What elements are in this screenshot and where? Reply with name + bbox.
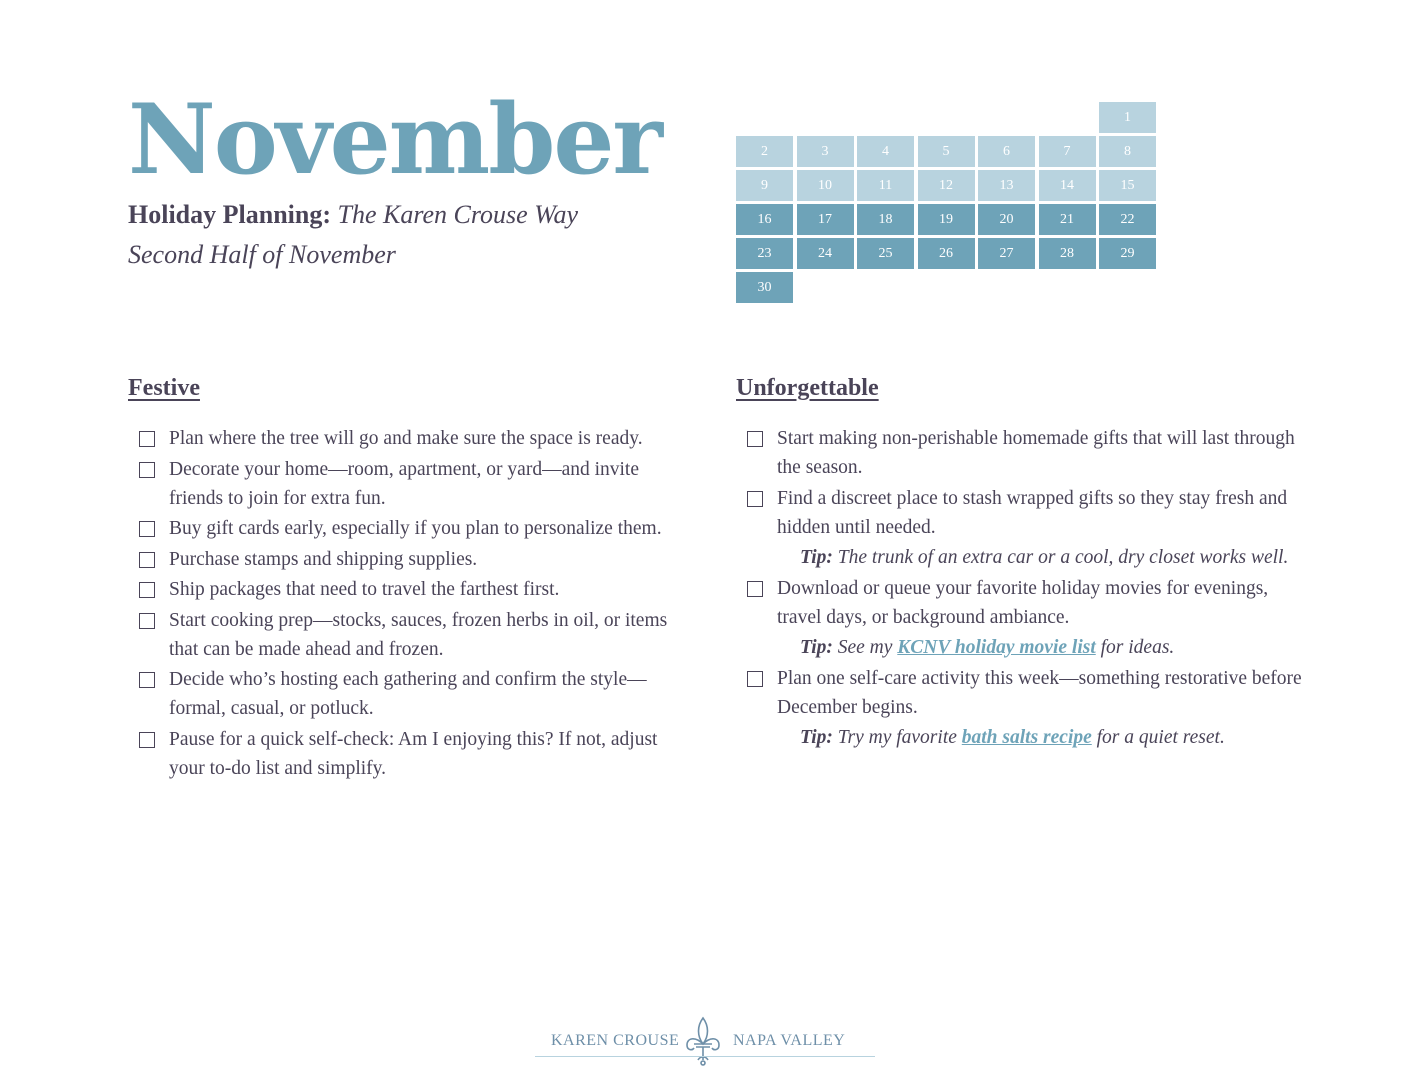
checklist-item[interactable] [136,575,676,604]
item-text: Pause for a quick self-check: Am I enjoying this? If not, adjust your to-do list and simplify. [169,728,658,779]
footer-brand-left: KAREN CROUSE [551,1032,680,1049]
item-text: Start making non-perishable homemade gifts that will last through the season. [777,428,1295,478]
item-text: Decorate your home—room, apartment, or yard—and invite friends to join for extra fun. [169,458,640,509]
calendar-day: 17 [797,204,854,235]
tip-note [744,543,1304,572]
footer-brand-right: NAPA VALLEY [733,1032,846,1049]
tip-text: Try my favorite [832,727,962,748]
checkbox[interactable] [139,732,155,748]
calendar-day: 8 [1099,136,1156,167]
item-text: Decide who’s hosting each gathering and confirm the style—formal, casual, or potluck. [169,669,647,719]
checklist-item[interactable] [136,514,676,543]
checklist-item[interactable] [136,455,676,513]
calendar-day: 23 [736,238,793,269]
item-text: Ship packages that need to travel the farthest first. [169,579,560,600]
checkbox[interactable] [747,431,763,447]
calendar-day: 24 [797,238,854,269]
calendar-day: 27 [978,238,1035,269]
festive-heading: Festive [128,375,200,401]
footer-logo [535,1014,875,1070]
checklist-item[interactable] [744,484,1304,542]
calendar-day: 13 [978,170,1035,201]
checkbox[interactable] [747,671,763,687]
checklist-item[interactable] [136,606,676,664]
tip-note [744,723,1304,752]
checklist-item[interactable] [744,424,1304,482]
calendar-day: 7 [1039,136,1096,167]
movie-list-link[interactable]: KCNV holiday movie list [897,637,1096,658]
calendar-day: 14 [1039,170,1096,201]
tip-note [744,633,1304,662]
checkbox[interactable] [747,581,763,597]
checklist-item[interactable] [136,725,676,783]
calendar-day: 25 [857,238,914,269]
festive-checklist [136,424,676,784]
calendar-day: 15 [1099,170,1156,201]
tip-label: Tip: [800,727,833,748]
item-text: Purchase stamps and shipping supplies. [169,548,478,570]
calendar-day: 21 [1039,204,1096,235]
tip-text: The trunk of an extra car or a cool, dry closet works well. [832,547,1289,568]
calendar-day: 1 [1099,102,1156,133]
calendar-day: 2 [736,136,793,167]
footer-rule [535,1056,875,1057]
subtitle [128,195,578,235]
calendar-day: 16 [736,204,793,235]
calendar-day: 30 [736,272,793,303]
subtitle-period: Second Half of November [128,240,396,269]
checkbox[interactable] [139,582,155,598]
item-text: Download or queue your favorite holiday movies for evenings, travel days, or background ambiance. [777,577,1269,628]
checklist-item[interactable] [136,545,676,574]
checkbox[interactable] [747,491,763,507]
checkbox[interactable] [139,431,155,447]
calendar-day: 26 [918,238,975,269]
calendar-day: 28 [1039,238,1096,269]
checkbox[interactable] [139,462,155,478]
calendar-day: 10 [797,170,854,201]
tip-text: See my [832,637,898,658]
bath-salts-link[interactable]: bath salts recipe [961,727,1092,748]
tip-text: for a quiet reset. [1091,727,1225,748]
item-text: Start cooking prep—stocks, sauces, frozen herbs in oil, or items that can be made ahead and frozen. [169,609,668,660]
checklist-item[interactable] [136,665,676,723]
calendar-day: 11 [857,170,914,201]
calendar-day: 22 [1099,204,1156,235]
item-text: Plan where the tree will go and make sure the space is ready. [169,428,643,449]
checklist-item[interactable] [136,424,676,453]
calendar-day: 5 [918,136,975,167]
calendar-day: 12 [918,170,975,201]
unforgettable-heading: Unforgettable [736,375,879,401]
checkbox[interactable] [139,521,155,537]
calendar-day: 20 [978,204,1035,235]
fleur-de-lis-icon [681,1014,725,1072]
calendar-day: 9 [736,170,793,201]
checklist-item[interactable] [744,574,1304,632]
item-text: Buy gift cards early, especially if you plan to personalize them. [169,518,662,539]
calendar-day: 29 [1099,238,1156,269]
subtitle-rest: The Karen Crouse Way [331,200,578,229]
unforgettable-checklist [744,424,1304,754]
calendar-day: 19 [918,204,975,235]
subtitle-lead: Holiday Planning: [128,200,331,229]
item-text: Plan one self-care activity this week—something restorative before December begins. [777,667,1302,718]
tip-label: Tip: [800,547,833,568]
tip-text: for ideas. [1095,637,1175,658]
calendar-day: 3 [797,136,854,167]
calendar-day: 18 [857,204,914,235]
checkbox[interactable] [139,613,155,629]
month-calendar [736,102,1156,303]
checkbox[interactable] [139,672,155,688]
calendar-day: 6 [978,136,1035,167]
item-text: Find a discreet place to stash wrapped gifts so they stay fresh and hidden until needed. [777,487,1288,538]
tip-label: Tip: [800,637,833,658]
checkbox[interactable] [139,552,155,568]
calendar-day: 4 [857,136,914,167]
checklist-item[interactable] [744,664,1304,722]
page-title: November [128,83,661,196]
